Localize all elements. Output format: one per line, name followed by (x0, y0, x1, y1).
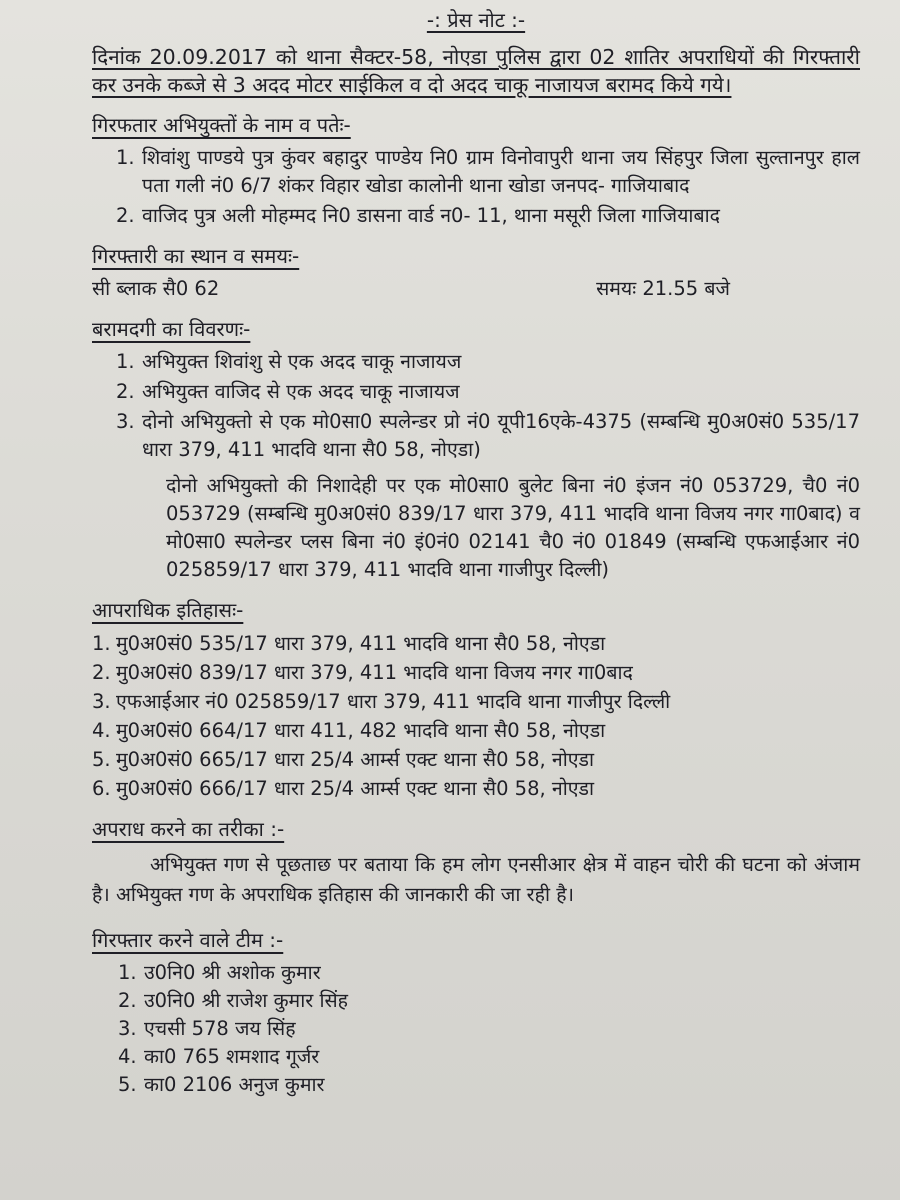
modus-paragraph: अभियुक्त गण से पूछताछ पर बताया कि हम लोग एनसीआर क्षेत्र में वाहन चोरी की घटना को अंजाम है। अभियुक्त गण के अपराधिक इतिहास की जानकारी की जा रही है। (92, 853, 860, 906)
arrest-place-heading: गिरफ्तारी का स्थान व समयः- (92, 244, 300, 268)
list-item: 6. मु0अ0सं0 666/17 धारा 25/4 आर्म्स एक्ट थाना सै0 58, नोएडा (92, 777, 595, 800)
accused-list (92, 144, 860, 230)
team-list (92, 959, 860, 1099)
list-item: 1. शिवांशु पाण्डये पुत्र कुंवर बहादुर पाण्डेय नि0 ग्राम विनोवापुरी थाना जय सिंहपुर जिला सुल्तानपुर हाल पता गली नं0 6/7 शंकर विहार खोडा कालोनी थाना खोडा जनपद- गाजियाबाद (116, 146, 860, 197)
list-item: 3. एचसी 578 जय सिंह (118, 1017, 296, 1040)
modus-heading: अपराध करने का तरीका :- (92, 817, 285, 841)
recovery-extra-paragraph: दोनो अभियुक्तो की निशादेही पर एक मो0सा0 बुलेट बिना नं0 इंजन नं0 053729, चै0 नं0 053729 (सम्बन्धि मु0अ0सं0 839/17 धारा 379, 411 भादवि थाना विजय नगर गा0बाद) व मो0सा0 स्पलेन्डर प्लस बिना नं0 इं0नं0 02141 चै0 नं0 01849 (सम्बन्धि एफआईआर नं0 025859/17 धारा 379, 411 भादवि थाना गाजीपुर दिल्ली) (166, 474, 860, 581)
history-heading: आपराधिक इतिहासः- (92, 598, 244, 622)
list-item: 5. का0 2106 अनुज कुमार (118, 1073, 325, 1096)
list-item: 1. उ0नि0 श्री अशोक कुमार (118, 961, 321, 984)
list-item: 4. का0 765 शमशाद गूर्जर (118, 1045, 320, 1068)
list-item: 4. मु0अ0सं0 664/17 धारा 411, 482 भादवि थाना सै0 58, नोएडा (92, 719, 606, 742)
recovery-list (92, 348, 860, 464)
list-item: 1. मु0अ0सं0 535/17 धारा 379, 411 भादवि थाना सै0 58, नोएडा (92, 632, 606, 655)
recovery-heading: बरामदगी का विवरणः- (92, 317, 251, 341)
list-item: 2. वाजिद पुत्र अली मोहम्मद नि0 डासना वार्ड न0- 11, थाना मसूरी जिला गाजियाबाद (116, 204, 720, 227)
list-item: 1. अभियुक्त शिवांशु से एक अदद चाकू नाजायज (116, 350, 462, 373)
list-item: 2. मु0अ0सं0 839/17 धारा 379, 411 भादवि थाना विजय नगर गा0बाद (92, 661, 633, 684)
list-item: 3. दोनो अभियुक्तो से एक मो0सा0 स्पलेन्डर प्रो नं0 यूपी16एके-4375 (सम्बन्धि मु0अ0सं0 535/17 धारा 379, 411 भादवि थाना सै0 58, नोएडा) (116, 410, 860, 461)
list-item: 5. मु0अ0सं0 665/17 धारा 25/4 आर्म्स एक्ट थाना सै0 58, नोएडा (92, 748, 595, 771)
list-item: 2. अभियुक्त वाजिद से एक अदद चाकू नाजायज (116, 380, 460, 403)
press-note-title: -: प्रेस नोट :- (426, 8, 526, 32)
arrest-time: समयः 21.55 बजे (596, 277, 730, 300)
list-item: 3. एफआईआर नं0 025859/17 धारा 379, 411 भादवि थाना गाजीपुर दिल्ली (92, 690, 671, 713)
press-note-header (92, 6, 860, 33)
arrest-place: सी ब्लाक सै0 62 (92, 277, 220, 300)
accused-section-heading: गिरफतार अभियुक्तों के नाम व पतेः- (92, 113, 351, 137)
list-item: 2. उ0नि0 श्री राजेश कुमार सिंह (118, 989, 349, 1012)
headline-paragraph: दिनांक 20.09.2017 को थाना सैक्टर-58, नोएडा पुलिस द्वारा 02 शातिर अपराधियों की गिरफ्तारी कर उनके कब्जे से 3 अदद मोटर साईकिल व दो अदद चाकू नाजायज बरामद किये गये। (92, 45, 860, 97)
history-list (92, 629, 860, 803)
arrest-place-time (92, 275, 860, 303)
team-heading: गिरफ्तार करने वाले टीम :- (92, 928, 284, 952)
